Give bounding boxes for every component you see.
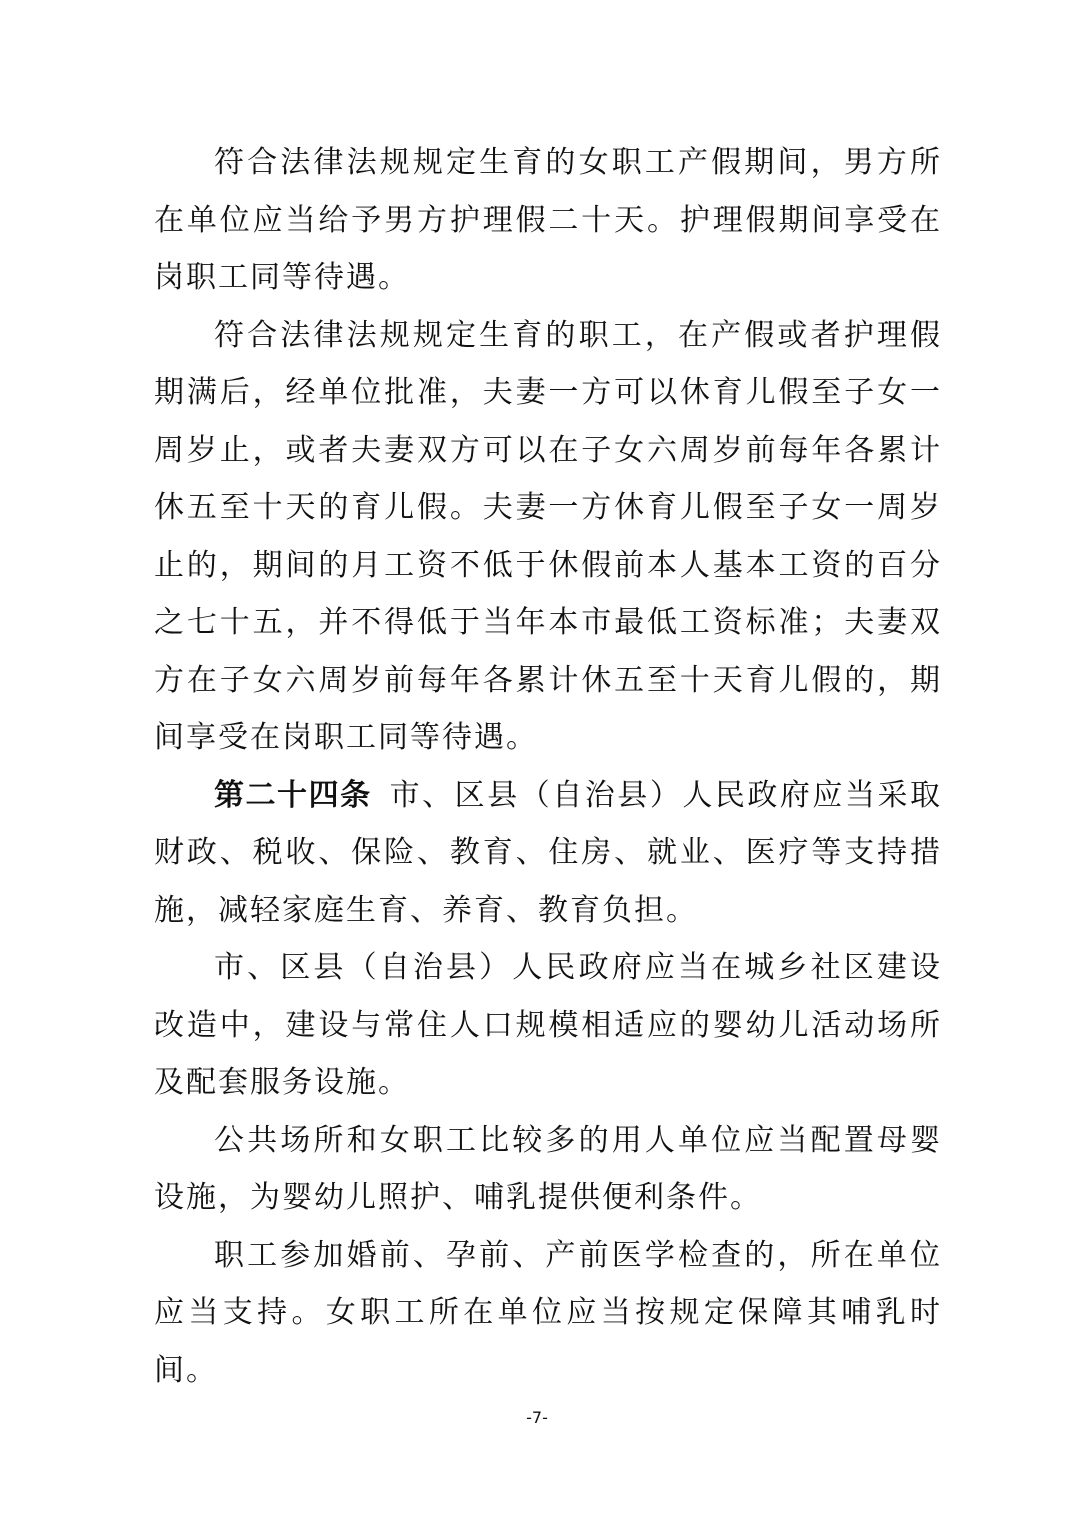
article-number: 第二十四条 <box>214 777 372 813</box>
paragraph <box>154 939 942 1112</box>
paragraph-text: 市、区县（自治县）人民政府应当在城乡社区建设改造中，建设与常住人口规模相适应的婴幼儿活动场所及配套服务设施。 <box>154 950 942 1100</box>
page-number: -7- <box>526 1408 548 1427</box>
paragraph <box>154 1112 942 1227</box>
paragraph-text: 市、区县（自治县）人民政府应当采取财政、税收、保险、教育、住房、就业、医疗等支持措施，减轻家庭生育、养育、教育负担。 <box>154 777 943 928</box>
paragraph-text: 符合法律法规规定生育的职工，在产假或者护理假期满后，经单位批准，夫妻一方可以休育儿假至子女一周岁止，或者夫妻双方可以在子女六周岁前每年各累计休五至十天的育儿假。夫妻一方休育儿假至子女一周岁止的，期间的月工资不低于休假前本人基本工资的百分之七十五，并不得低于当年本市最低工资标准；夫妻双方在子女六周岁前每年各累计休五至十天育儿假的，期间享受在岗职工同等待遇。 <box>154 317 942 755</box>
paragraph <box>154 134 942 307</box>
paragraph-text: 符合法律法规规定生育的女职工产假期间，男方所在单位应当给予男方护理假二十天。护理假期间享受在岗职工同等待遇。 <box>154 145 942 295</box>
paragraph <box>154 1227 942 1400</box>
document-body <box>154 134 942 1399</box>
article-paragraph <box>154 767 942 940</box>
paragraph-text: 公共场所和女职工比较多的用人单位应当配置母婴设施，为婴幼儿照护、哺乳提供便利条件。 <box>154 1122 942 1215</box>
paragraph-text: 职工参加婚前、孕前、产前医学检查的，所在单位应当支持。女职工所在单位应当按规定保障其哺乳时间。 <box>154 1237 942 1388</box>
paragraph <box>154 307 942 767</box>
